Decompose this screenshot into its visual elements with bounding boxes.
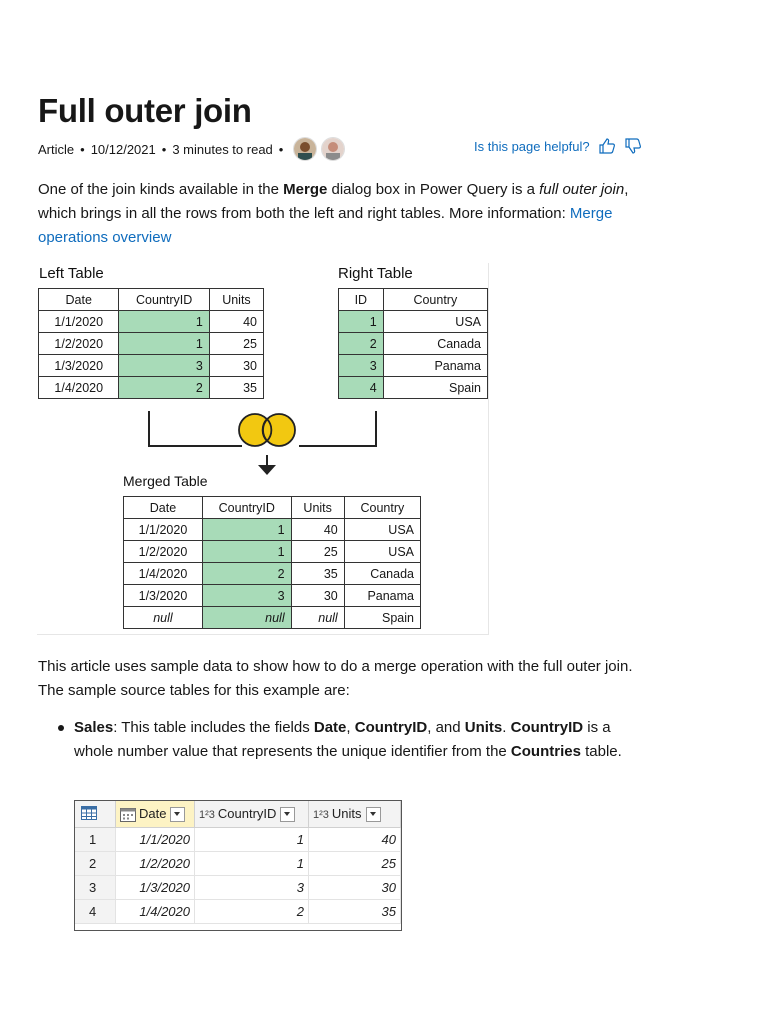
merge-operations-link[interactable]: Merge operations overview (38, 205, 613, 246)
bullet-icon (58, 725, 64, 731)
column-label: Units (331, 805, 362, 821)
table-row (124, 585, 421, 607)
table-cell: 30 (209, 355, 263, 377)
table-cell: 1/4/2020 (39, 377, 119, 399)
table-row (124, 541, 421, 563)
table-row (339, 333, 488, 355)
table-row[interactable] (75, 828, 401, 852)
key-cell: 4 (339, 377, 384, 399)
table-row (39, 377, 264, 399)
key-cell: 1 (119, 311, 209, 333)
column-filter-dropdown[interactable] (366, 807, 381, 822)
null-cell: null (291, 607, 344, 629)
countryid-cell[interactable]: 1 (195, 828, 309, 852)
right-table (338, 288, 488, 399)
table-cell: 1/3/2020 (39, 355, 119, 377)
table-cell: Canada (344, 563, 420, 585)
column-label: CountryID (217, 805, 277, 821)
units-cell[interactable]: 40 (309, 828, 401, 852)
column-filter-dropdown[interactable] (170, 807, 185, 822)
table-cell: 25 (209, 333, 263, 355)
down-arrow-icon (258, 465, 276, 475)
table-cell: USA (383, 311, 487, 333)
text: One of the join kinds available in the (38, 181, 284, 198)
key-cell: 1 (202, 519, 291, 541)
key-cell: 3 (339, 355, 384, 377)
meta-date: 10/12/2021 (90, 141, 156, 157)
text-italic: full outer join (539, 181, 625, 198)
table-cell: 40 (291, 519, 344, 541)
column-header: CountryID (119, 289, 209, 311)
column-header: Date (124, 497, 203, 519)
full-outer-join-diagram (37, 263, 489, 635)
left-table-title: Left Table (39, 265, 104, 282)
date-cell[interactable]: 1/3/2020 (116, 876, 195, 900)
text: dialog box in Power Query is a (327, 181, 540, 198)
units-cell[interactable]: 25 (309, 852, 401, 876)
countryid-cell[interactable]: 1 (195, 852, 309, 876)
sales-table (75, 801, 401, 924)
meta-read-time: 3 minutes to read (172, 141, 273, 157)
table-cell: Canada (383, 333, 487, 355)
text-bold: Units (464, 719, 503, 736)
text-bold: Sales (74, 719, 114, 736)
whole-number-type-icon: 1²3 (199, 808, 215, 821)
text: . (502, 719, 511, 736)
text: , which brings in all the rows from both the left and right tables. More information: (38, 181, 629, 222)
units-cell[interactable]: 35 (309, 900, 401, 924)
column-header: Units (291, 497, 344, 519)
countryid-cell[interactable]: 3 (195, 876, 309, 900)
table-menu-icon[interactable] (75, 801, 116, 828)
table-row (39, 311, 264, 333)
text: , (346, 719, 355, 736)
whole-number-type-icon: 1²3 (313, 808, 329, 821)
units-cell[interactable]: 30 (309, 876, 401, 900)
merged-table-title: Merged Table (123, 473, 208, 489)
table-row (339, 377, 488, 399)
table-cell: USA (344, 541, 420, 563)
table-cell: 1/3/2020 (124, 585, 203, 607)
thumbs-up-icon[interactable] (598, 138, 616, 154)
text: , and (427, 719, 465, 736)
left-table (38, 288, 264, 399)
row-number: 4 (75, 900, 116, 924)
table-cell: 35 (209, 377, 263, 399)
sales-bullet-text (74, 716, 634, 764)
table-cell: 35 (291, 563, 344, 585)
thumbs-down-icon[interactable] (624, 138, 642, 154)
row-number: 2 (75, 852, 116, 876)
column-filter-dropdown[interactable] (280, 807, 295, 822)
contributor-avatar[interactable] (293, 137, 317, 161)
key-cell: 2 (339, 333, 384, 355)
column-header-units[interactable] (309, 801, 401, 828)
table-cell: 30 (291, 585, 344, 607)
table-cell: USA (344, 519, 420, 541)
table-row (124, 607, 421, 629)
row-number: 1 (75, 828, 116, 852)
text-bold: CountryID (354, 719, 428, 736)
column-label: Date (139, 805, 167, 821)
date-cell[interactable]: 1/4/2020 (116, 900, 195, 924)
row-number: 3 (75, 876, 116, 900)
table-row (339, 311, 488, 333)
column-header: Units (209, 289, 263, 311)
key-cell: 2 (202, 563, 291, 585)
article-meta (38, 137, 345, 161)
power-query-grid (74, 800, 402, 931)
table-row (124, 519, 421, 541)
text: table. (580, 743, 622, 760)
table-cell: 1/4/2020 (124, 563, 203, 585)
text-bold: Date (313, 719, 347, 736)
table-cell: 40 (209, 311, 263, 333)
table-cell: Panama (383, 355, 487, 377)
table-row[interactable] (75, 876, 401, 900)
table-row (39, 355, 264, 377)
meta-separator: • (161, 141, 167, 157)
key-cell: 1 (119, 333, 209, 355)
column-header-countryid[interactable] (195, 801, 309, 828)
table-row[interactable] (75, 852, 401, 876)
key-cell: 2 (119, 377, 209, 399)
intro-paragraph (38, 178, 638, 250)
table-cell: Spain (383, 377, 487, 399)
right-table-title: Right Table (338, 265, 413, 282)
key-cell: 3 (202, 585, 291, 607)
countryid-cell[interactable]: 2 (195, 900, 309, 924)
merged-table (123, 496, 421, 629)
text-bold: Merge (283, 181, 328, 198)
table-cell: 1/2/2020 (124, 541, 203, 563)
column-header-date[interactable] (116, 801, 195, 828)
table-cell: 25 (291, 541, 344, 563)
table-row[interactable] (75, 900, 401, 924)
table-cell: 1/2/2020 (39, 333, 119, 355)
column-header: Date (39, 289, 119, 311)
column-header: CountryID (202, 497, 291, 519)
table-cell: 1/1/2020 (124, 519, 203, 541)
key-cell: 1 (339, 311, 384, 333)
meta-type: Article (38, 141, 75, 157)
date-cell[interactable]: 1/2/2020 (116, 852, 195, 876)
sample-data-paragraph: This article uses sample data to show how to do a merge operation with the full outer join. The sample source tables for this example are: (38, 658, 633, 699)
join-connector (37, 403, 488, 478)
feedback-prompt (474, 138, 642, 154)
text-bold: Countries (510, 743, 581, 760)
null-cell: null (202, 607, 291, 629)
column-header: ID (339, 289, 384, 311)
key-cell: 1 (202, 541, 291, 563)
meta-separator: • (278, 141, 284, 157)
key-cell: 3 (119, 355, 209, 377)
table-cell: 1/1/2020 (39, 311, 119, 333)
helpful-label: Is this page helpful? (474, 138, 590, 154)
date-cell[interactable]: 1/1/2020 (116, 828, 195, 852)
column-header: Country (383, 289, 487, 311)
null-cell: null (124, 607, 203, 629)
table-cell: Spain (344, 607, 420, 629)
text: : This table includes the fields (113, 719, 314, 736)
text-bold: CountryID (510, 719, 584, 736)
contributor-avatar[interactable] (321, 137, 345, 161)
table-row (124, 563, 421, 585)
text: is a whole number value that represents the unique identifier from the (74, 719, 611, 760)
table-row (339, 355, 488, 377)
calendar-icon (120, 808, 136, 822)
meta-separator: • (80, 141, 85, 157)
table-cell: Panama (344, 585, 420, 607)
page-title: Full outer join (38, 92, 252, 129)
column-header: Country (344, 497, 420, 519)
table-row (39, 333, 264, 355)
